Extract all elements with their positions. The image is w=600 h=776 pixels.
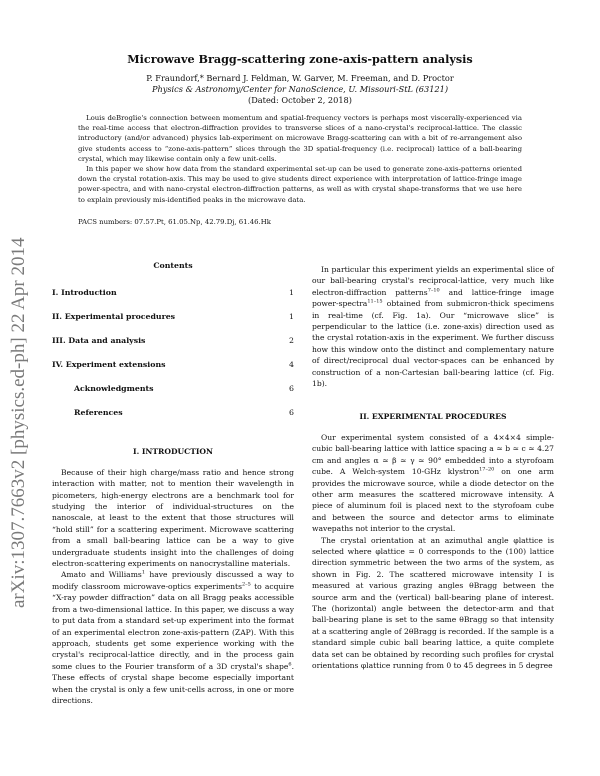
toc-entry[interactable]	[52, 352, 294, 376]
toc-page: 1	[289, 287, 294, 297]
toc-page: 1	[289, 311, 294, 321]
author-block	[40, 73, 560, 106]
toc-entry[interactable]	[52, 328, 294, 352]
abstract	[78, 113, 522, 227]
toc-page: 4	[289, 359, 294, 369]
toc-number: IV.	[52, 359, 64, 369]
toc-number: III.	[52, 335, 66, 345]
date-line: (Dated: October 2, 2018)	[248, 95, 352, 105]
toc-label: Experiment extensions	[65, 359, 166, 369]
toc-page: 6	[289, 407, 294, 417]
paper-title: Microwave Bragg-scattering zone-axis-pattern analysis	[127, 52, 473, 66]
arxiv-stamp-text: arXiv:1307.7663v2 [physics.ed-ph] 22 Apr 2014	[8, 237, 29, 608]
contents-heading: Contents	[153, 261, 193, 270]
abstract-paragraph: Louis deBroglie's connection between momentum and spatial-frequency vectors is perhaps most viscerally-experienced via the real-time access that electron-diffraction provides to transverse slices of a nano-crystal's reciprocal-lattice. The classic introductory (and/or advanced) physics lab-experiment on microwave Bragg-scattering can with a bit of re-arrangement also give students access to “zone-axis-pattern” slices through the 3D spatial-frequency (i.e. reciprocal) lattice of a ball-bearing crystal, which may likewise contain only a few unit-cells.	[78, 114, 522, 163]
pacs-numbers: PACS numbers: 07.57.Pt, 61.05.Np, 42.79.Dj, 61.46.Hk	[78, 217, 271, 226]
toc-label: Introduction	[61, 287, 117, 297]
table-of-contents	[52, 280, 294, 424]
abstract-paragraph: In this paper we show how data from the standard experimental set-up can be used to generate zone-axis-patterns oriented down the crystal rotation-axis. This may be used to give students direct experience with interpretation of lattice-fringe image power-spectra, and with nano-crystal electron-diffraction patterns, as well as with crystal shape-transforms that we use here to explain previously mis-identified peaks in the microwave data.	[78, 165, 522, 204]
body-paragraph: The crystal orientation at an azimuthal angle φlattice is selected where φlattice = 0 corresponds to the (100) lattice direction symmetric between the two arms of the system, as shown in Fig. 2. The scattered microwave intensity I is measured at various grazing angles θBragg between the source arm and the (vertical) ball-bearing plane of interest. The (horizontal) angle between the detector-arm and that ball-bearing plane is set to the same θBragg so that intensity at a scattering angle of 2θBragg is recorded. If the sample is a standard simple cubic ball bearing lattice, a quite complete data set can be obtained by recording such profiles for crystal orientations φlattice running from 0 to 45 degrees in 5 degree	[312, 535, 554, 670]
toc-entry[interactable]	[52, 376, 294, 400]
toc-number: II.	[52, 311, 63, 321]
body-paragraph: In particular this experiment yields an experimental slice of our ball-bearing crystal's reciprocal-lattice, very much like electron-diffraction patterns$^{7-10}$ and lattice-fringe image power-spectra$^{11-15}$ obtained from submicron-thick specimens in real-time (cf. Fig. 1a). Our “microwave slice” is perpendicular to the lattice (i.e. zone-axis) direction used as the crystal rotation-axis in the experiment. We further discuss how this window onto the distinct and complementary nature of direct/reciprocal dual vector-spaces can be enhanced by construction of a non-Cartesian ball-bearing lattice (cf. Fig. 1b).	[312, 265, 555, 389]
toc-entry[interactable]	[52, 280, 294, 304]
toc-page: 6	[289, 383, 294, 393]
toc-label: Experimental procedures	[64, 311, 176, 321]
arxiv-stamp	[6, 150, 30, 610]
toc-entry[interactable]	[52, 304, 294, 328]
toc-label: Data and analysis	[68, 335, 146, 345]
body-paragraph: Because of their high charge/mass ratio and hence strong interaction with matter, not to mention their wavelength in picometers, high-energy electrons are a benchmark tool for studying the interior of individual-structures on the nanoscale, at least to the extent that those structures will “hold still” for a scattering experiment. Microwave scattering from a small ball-bearing lattice can be a way to give undergraduate students insight into the challenges of doing electron-scattering experiments on nanocrystalline materials.	[52, 467, 294, 569]
toc-number: I.	[52, 287, 59, 297]
body-paragraph: Our experimental system consisted of a 4×4×4 simple-cubic ball-bearing lattice with lattice spacing a ≃ b ≃ c ≃ 4.27 cm and angles α ≃ β ≃ γ ≃ 90° embedded into a styrofoam cube. A Welch-system 10-GHz klystron$^{17-20}$ on one arm provides the microwave source, while a diode detector on the other arm measures the scattered microwave intensity. A piece of aluminum foil is placed next to the styrofoam cube and between the source and detector arms to eliminate wavepaths not interior to the crystal.	[312, 432, 554, 534]
right-column	[312, 264, 554, 671]
toc-label: Acknowledgments	[74, 383, 154, 393]
body-paragraph: Amato and Williams$^1$ have previously discussed a way to modify classroom microwave-optics experiments$^{2-5}$ to acquire “X-ray powder diffraction” data on all Bragg peaks accessible from a two-dimensional lattice. In this paper, we discuss a way to put data from a standard set-up experiment into the format of an experimental electron zone-axis-pattern (ZAP). With this approach, students get some experience working with the crystal's reciprocal-lattice directly, and in the process gain some clues to the Fourier transform of a 3D crystal's shape$^6$. These effects of crystal shape become especially important when the crystal is only a few unit-cells across, in one or more directions.	[52, 569, 294, 705]
toc-label: References	[74, 407, 123, 417]
toc-page: 2	[289, 335, 294, 345]
section-heading-introduction: I. INTRODUCTION	[133, 447, 213, 457]
affiliation: Physics & Astronomy/Center for NanoScience, U. Missouri-StL (63121)	[151, 84, 449, 94]
author-list: P. Fraundorf,* Bernard J. Feldman, W. Garver, M. Freeman, and D. Proctor	[146, 73, 454, 83]
left-column	[52, 260, 294, 706]
section-heading-procedures: II. EXPERIMENTAL PROCEDURES	[359, 412, 507, 422]
toc-entry[interactable]	[52, 400, 294, 424]
